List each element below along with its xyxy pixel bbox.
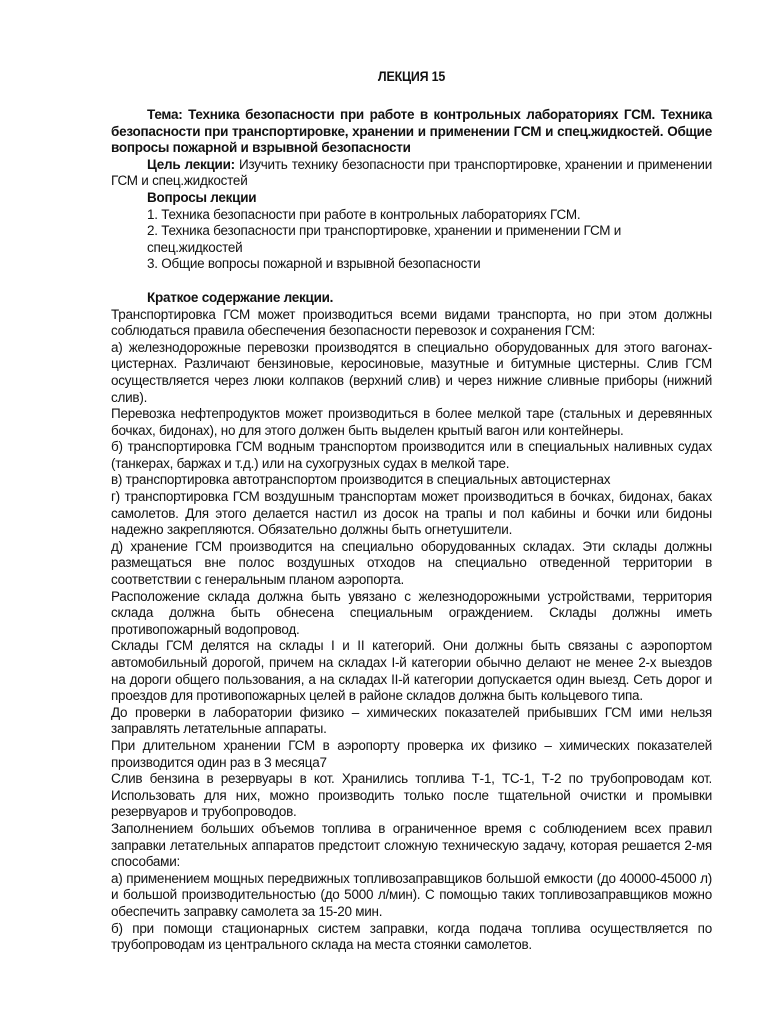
- question-item: 1. Техника безопасности при работе в контрольных лабораториях ГСМ.: [147, 206, 581, 222]
- body-paragraph: Склады ГСМ делятся на склады I и II категорий. Они должны быть связаны с аэропортом автомобильный дорогой, причем на складах I-й категории обычно делают не менее 2-х выездов на дороги общего пользования, а на складах II-й категории допускается один выезд. Сеть дорог и проездов для противопожарных целей в районе складов должна быть кольцевого типа.: [111, 638, 712, 704]
- question-item: 2. Техника безопасности при транспортировке, хранении и применении ГСМ и спец.жидкостей: [147, 223, 622, 255]
- body-paragraph: б) транспортировка ГСМ водным транспортом производится или в специальных наливных судах (танкерах, баржах и т.д.) или на сухогрузных судах в мелкой таре.: [111, 439, 712, 471]
- body-paragraph: Слив бензина в резервуары в кот. Хранились топлива Т-1, ТС-1, Т-2 по трубопроводам кот. Использовать для них, можно производить только после тщательной очистки и промывки резервуаров и трубопроводов.: [111, 771, 712, 820]
- body-paragraph: При длительном хранении ГСМ в аэропорту проверка их физико – химических показателей производится один раз в 3 месяца7: [111, 737, 712, 770]
- body-paragraph: Заполнением больших объемов топлива в ограниченное время с соблюдением всех правил заправки летательных аппаратов предстоит сложную техническую задачу, которая решается 2-мя способами:: [111, 820, 712, 870]
- goal-label: Цель лекции:: [147, 156, 235, 172]
- questions-label: Вопросы лекции: [147, 189, 257, 205]
- body-paragraph: д) хранение ГСМ производится на специально оборудованных складах. Эти склады должны размещаться вне полос воздушных отходов на специально отведенной территории в соответствии с генеральным планом аэропорта.: [111, 538, 712, 588]
- body-paragraph: а) железнодорожные перевозки производятся в специально оборудованных для этого вагонах-цистернах. Различают бензиновые, керосиновые, мазутные и битумные цистерны. Слив ГСМ осуществляется через люки колпаков (верхний слив) и через нижние сливные приборы (нижний слив).: [111, 339, 712, 405]
- body-paragraph: в) транспортировка автотранспортом производится в специальных автоцистернах: [111, 472, 611, 488]
- lecture-body: [111, 307, 712, 954]
- body-paragraph: б) при помощи стационарных систем заправки, когда подача топлива осуществляется по трубопроводам из центрального склада на места стоянки самолетов.: [111, 920, 712, 953]
- summary-label: Краткое содержание лекции.: [147, 289, 334, 305]
- goal-text: Изучить технику безопасности при транспортировке, хранении и применении ГСМ и спец.жидкостей: [111, 156, 712, 189]
- body-paragraph: Перевозка нефтепродуктов может производиться в более мелкой таре (стальных и деревянных бочках, бидонах), но для этого должен быть выделен крытый вагон или контейнеры.: [111, 406, 712, 438]
- goal-paragraph: [111, 157, 712, 190]
- spacer: [111, 273, 712, 290]
- topic-label: Тема:: [147, 107, 183, 122]
- body-paragraph: Транспортировка ГСМ может производиться всеми видами транспорта, но при этом должны соблюдаться правила обеспечения безопасности перевозок и сохранения ГСМ:: [111, 306, 712, 339]
- body-paragraph: Расположение склада должна быть увязано с железнодорожными устройствами, территория склада должна быть обнесена специальным ограждением. Склады должны иметь противопожарный водопровод.: [111, 588, 712, 637]
- body-paragraph: До проверки в лаборатории физико – химических показателей прибывших ГСМ ими нельзя заправлять летательные аппараты.: [111, 704, 712, 737]
- body-paragraph: г) транспортировка ГСМ воздушным транспортам может производиться в бочках, бидонах, баках самолетов. Для этого делается настил из досок на трапы и пол кабины и бочки или бидоны надежно закрепляются. Обязательно должны быть огнетушители.: [111, 489, 712, 538]
- topic-paragraph: [111, 107, 712, 157]
- body-paragraph: а) применением мощных передвижных топливозаправщиков большой емкости (до 40000-45000 л) и большой производительностью (до 5000 л/мин). С помощью таких топливозаправщиков можно обеспечить заправку самолета за 15-20 мин.: [111, 870, 712, 919]
- topic-text: Техника безопасности при работе в контрольных лабораториях ГСМ. Техника безопасности при транспортировке, хранении и применении ГСМ и спец.жидкостей. Общие вопросы пожарной и взрывной безопасности: [111, 107, 712, 156]
- question-item: 3. Общие вопросы пожарной и взрывной безопасности: [147, 256, 481, 272]
- lecture-heading: ЛЕКЦИЯ 15: [377, 69, 446, 84]
